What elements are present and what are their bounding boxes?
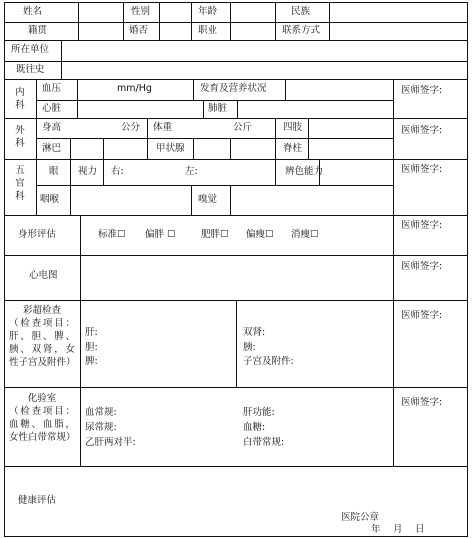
row-divider xyxy=(5,22,467,23)
col-divider xyxy=(70,138,71,159)
col-divider xyxy=(275,3,276,40)
col-divider xyxy=(275,118,276,159)
vision-left-label: 左: xyxy=(185,166,198,177)
col-divider xyxy=(191,3,192,40)
row-divider xyxy=(5,387,467,388)
row-divider xyxy=(5,61,467,62)
hbv-label: 乙肝两对半: xyxy=(85,437,136,448)
internal-section-label: 内 科 xyxy=(15,87,25,111)
col-divider xyxy=(103,159,104,185)
vision-label: 视力 xyxy=(78,166,98,177)
height-label: 身高 xyxy=(42,122,62,133)
ecg-label: 心电图 xyxy=(29,270,58,281)
body-shape-label: 身形评估 xyxy=(18,229,57,240)
liver-label: 肝: xyxy=(85,327,98,338)
col-divider xyxy=(193,79,194,100)
color-vision-label: 辨色能力 xyxy=(285,166,324,177)
row-divider xyxy=(36,100,393,101)
col-divider xyxy=(393,79,394,466)
row-divider xyxy=(36,185,393,186)
physician-signature: 医师签字: xyxy=(401,220,443,231)
health-assessment-label: 健康评估 xyxy=(18,495,57,506)
col-divider xyxy=(123,3,124,40)
bp-unit: mm/Hg xyxy=(117,83,152,94)
col-divider xyxy=(61,40,62,79)
row-divider xyxy=(5,40,467,41)
physician-signature: 医师签字: xyxy=(401,261,443,272)
blood-sugar-label: 血糖: xyxy=(243,422,266,433)
row-divider xyxy=(5,79,467,80)
row-divider xyxy=(5,255,467,256)
occupation-label: 职业 xyxy=(198,25,218,36)
name-label: 姓名 xyxy=(23,6,43,17)
physician-signature: 医师签字: xyxy=(401,310,443,321)
height-unit: 公分 xyxy=(121,122,141,133)
row-divider xyxy=(5,118,467,119)
gender-label: 性别 xyxy=(131,6,151,17)
hospital-seal: 医院公章 xyxy=(341,512,380,523)
option-slightly-fat: 偏胖 ☐ xyxy=(145,229,176,240)
option-slightly-thin: 偏瘦☐ xyxy=(246,229,274,240)
physician-signature: 医师签字: xyxy=(401,85,443,96)
spleen-label: 脾: xyxy=(85,356,98,367)
col-divider xyxy=(230,185,231,215)
medical-exam-form xyxy=(4,2,468,537)
col-divider xyxy=(70,159,71,215)
weight-unit: 公斤 xyxy=(233,122,253,133)
uterus-label: 子宫及附件: xyxy=(243,356,294,367)
col-divider xyxy=(285,79,286,100)
option-obese: 肥胖☐ xyxy=(201,229,229,240)
pancreas-label: 胰: xyxy=(243,342,256,353)
gallbladder-label: 胆: xyxy=(85,342,98,353)
col-divider xyxy=(230,138,231,159)
col-divider xyxy=(36,79,37,215)
option-emaciated: 消瘦☐ xyxy=(291,229,319,240)
row-divider xyxy=(5,159,467,160)
liver-function-label: 肝功能: xyxy=(243,407,275,418)
ethnicity-label: 民族 xyxy=(291,6,311,17)
nutrition-label: 发育及营养状况 xyxy=(200,83,267,94)
throat-label: 咽喉 xyxy=(40,194,60,205)
col-divider xyxy=(159,3,160,40)
ent-section-label: 五 官 科 xyxy=(15,165,25,202)
row-divider xyxy=(5,215,467,216)
lungs-label: 肺脏 xyxy=(208,103,228,114)
history-label: 既往史 xyxy=(16,64,45,75)
col-divider xyxy=(203,100,204,118)
col-divider xyxy=(77,79,78,118)
col-divider xyxy=(147,118,148,159)
col-divider xyxy=(103,138,104,159)
physician-signature: 医师签字: xyxy=(401,397,443,408)
contact-label: 联系方式 xyxy=(282,25,321,36)
ultrasound-label: 彩超检查 （检查项目：肝、胆、脾、胰、双肾，女性子宫及附件） xyxy=(9,305,76,368)
leukorrhea-label: 白带常规: xyxy=(243,437,285,448)
lymph-label: 淋巴 xyxy=(42,143,62,154)
col-divider xyxy=(80,215,81,466)
row-divider xyxy=(5,466,467,467)
physician-signature: 医师签字: xyxy=(401,164,443,175)
col-divider xyxy=(193,138,194,159)
lab-label: 化验室 （检查项目：血糖、血脂，女性白带常规） xyxy=(9,393,76,443)
col-divider xyxy=(237,100,238,118)
weight-label: 体重 xyxy=(153,122,173,133)
date-line: 年 月 日 xyxy=(371,524,425,535)
thyroid-label: 甲状腺 xyxy=(156,143,185,154)
smell-label: 嗅觉 xyxy=(198,194,218,205)
col-divider xyxy=(329,3,330,40)
surgery-section-label: 外 科 xyxy=(15,125,25,149)
col-divider xyxy=(191,185,192,215)
physician-signature: 医师签字: xyxy=(401,125,443,136)
heart-label: 心脏 xyxy=(42,103,62,114)
kidneys-label: 双肾: xyxy=(243,327,266,338)
col-divider xyxy=(78,3,79,40)
age-label: 年龄 xyxy=(198,6,218,17)
col-divider xyxy=(236,300,237,387)
eye-label: 眼 xyxy=(49,166,59,177)
vision-right-label: 右: xyxy=(111,166,124,177)
option-standard: 标准☐ xyxy=(98,229,126,240)
native-place-label: 籍贯 xyxy=(28,25,48,36)
employer-label: 所在单位 xyxy=(11,44,50,55)
bp-label: 血压 xyxy=(42,83,62,94)
urine-routine-label: 尿常规: xyxy=(85,422,117,433)
col-divider xyxy=(275,159,276,185)
col-divider xyxy=(308,118,309,159)
spine-label: 脊柱 xyxy=(283,143,303,154)
limbs-label: 四肢 xyxy=(283,122,303,133)
marital-label: 婚否 xyxy=(129,25,149,36)
col-divider xyxy=(230,3,231,40)
row-divider xyxy=(36,138,393,139)
blood-routine-label: 血常规: xyxy=(85,407,117,418)
